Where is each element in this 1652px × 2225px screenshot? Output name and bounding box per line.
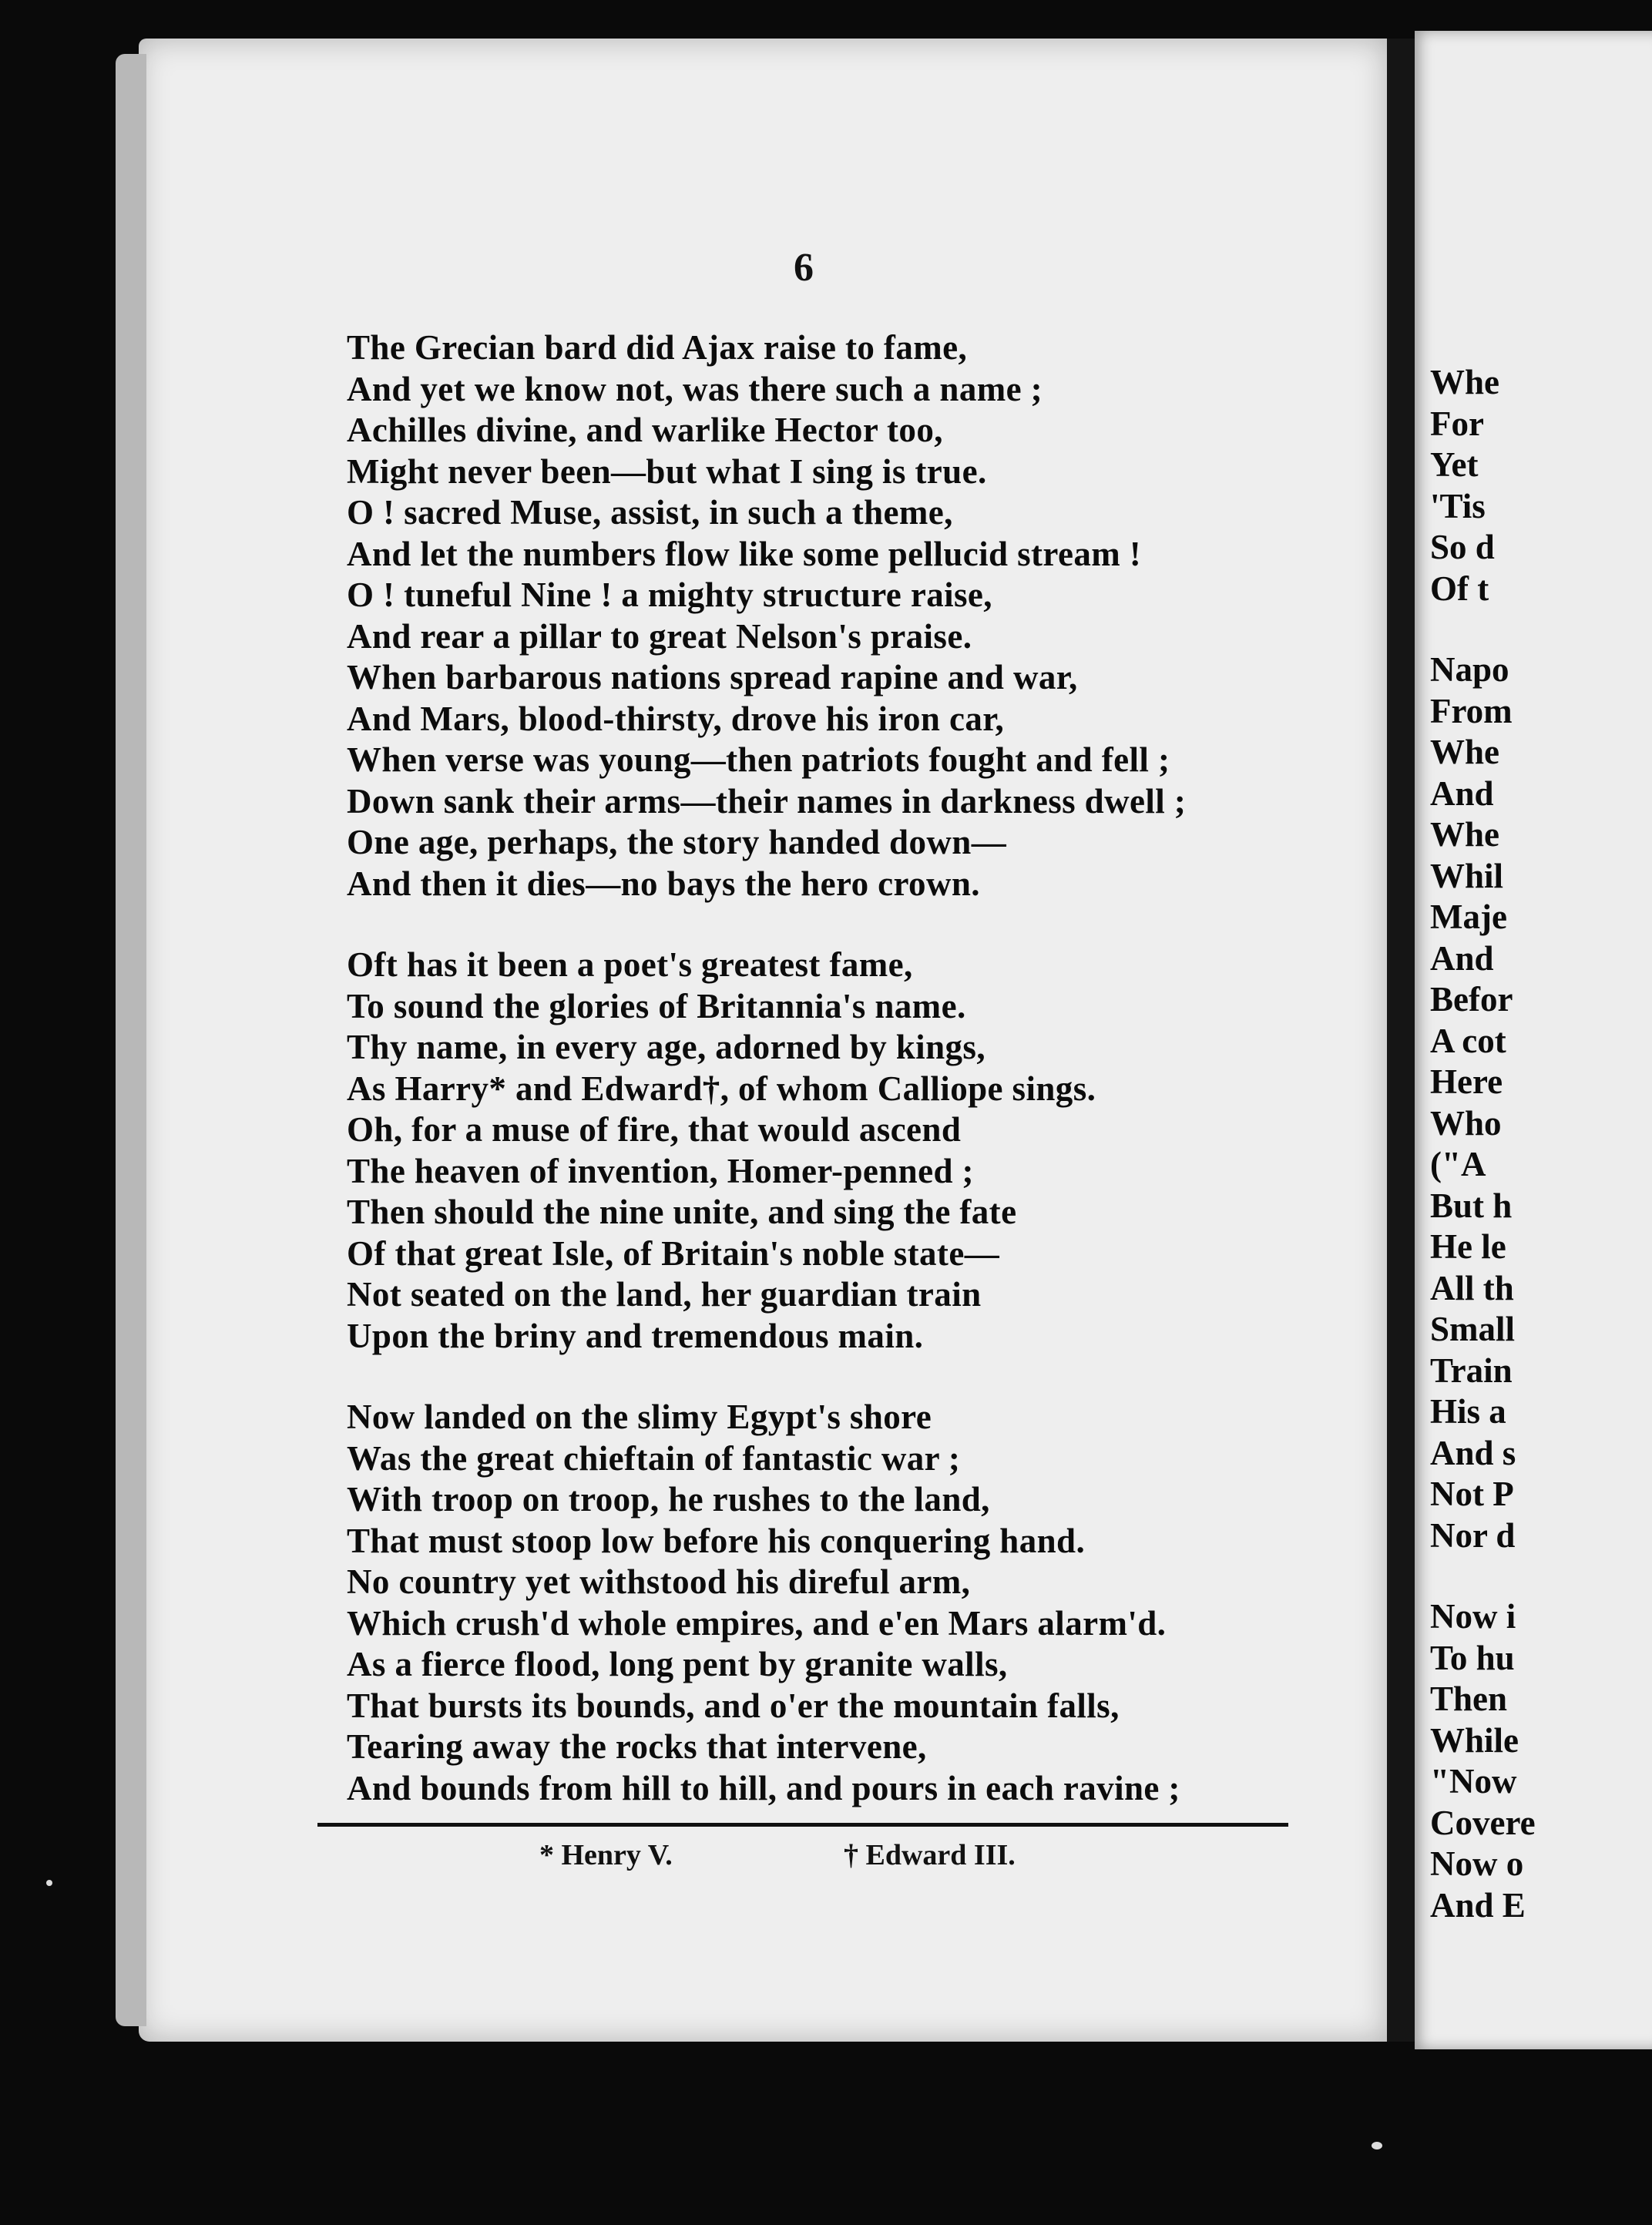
facing-page-line: He le (1430, 1227, 1506, 1266)
facing-page-line: Small (1430, 1310, 1516, 1348)
poem-line: That must stoop low before his conquering hand. (347, 1521, 1086, 1560)
facing-page-line: Yet (1430, 445, 1479, 484)
poem-line: O ! sacred Muse, assist, in such a theme, (347, 493, 953, 532)
poem-line: And yet we know not, was there such a name ; (347, 369, 1043, 408)
facing-page-line: Covere (1430, 1803, 1536, 1842)
poem-text (347, 327, 1348, 1849)
poem-line: Then should the nine unite, and sing the fate (347, 1193, 1017, 1231)
facing-page-line: So d (1430, 528, 1495, 566)
facing-page-line: Befor (1430, 980, 1513, 1019)
poem-line: Which crush'd whole empires, and e'en Mars alarm'd. (347, 1603, 1167, 1643)
facing-page-line: Whil (1430, 856, 1504, 895)
poem-line: And bounds from hill to hill, and pours in each ravine ; (347, 1768, 1180, 1807)
facing-page-text (1430, 362, 1536, 1926)
facing-page-line: To hu (1430, 1638, 1515, 1677)
facing-page-line: Now o (1430, 1844, 1524, 1883)
facing-page-line: Train (1430, 1351, 1513, 1390)
poem-line: Of that great Isle, of Britain's noble state— (347, 1233, 1000, 1273)
facing-page-line: While (1430, 1720, 1519, 1760)
facing-page-line: From (1430, 691, 1513, 730)
facing-page-line: Here (1430, 1062, 1503, 1101)
poem-line: Now landed on the slimy Egypt's shore (347, 1398, 932, 1436)
poem-line: Achilles divine, and warlike Hector too, (347, 411, 943, 449)
poem-line: And let the numbers flow like some pellucid stream ! (347, 534, 1142, 573)
dust-speck (1372, 2142, 1382, 2149)
facing-page-line: All th (1430, 1268, 1514, 1307)
facing-page-line: Nor d (1430, 1515, 1516, 1555)
poem-line: Thy name, in every age, adorned by kings, (347, 1028, 985, 1066)
facing-page-line: And (1430, 938, 1494, 978)
facing-page-line: Napo (1430, 650, 1509, 689)
poem-line: As Harry* and Edward†, of whom Calliope sings. (347, 1069, 1096, 1108)
facing-page-line: His a (1430, 1392, 1506, 1431)
poem-line: Tearing away the rocks that intervene, (347, 1727, 927, 1766)
poem-line: Oft has it been a poet's greatest fame, (347, 945, 913, 984)
poem-line: The Grecian bard did Ajax raise to fame, (347, 328, 968, 367)
facing-page-line: And E (1430, 1885, 1526, 1925)
facing-page-line: ("A (1430, 1145, 1486, 1183)
facing-page-line: Now i (1430, 1597, 1516, 1636)
poem-line: Was the great chieftain of fantastic war ; (347, 1438, 961, 1478)
stanza (347, 945, 1348, 1357)
poem-line: Might never been—but what I sing is true. (347, 451, 987, 491)
book-gutter (1387, 39, 1415, 2042)
poem-line: And then it dies—no bays the hero crown. (347, 864, 980, 903)
facing-page-line: Of t (1430, 569, 1489, 608)
stanza-gap (1430, 609, 1536, 649)
footnote-rule (317, 1823, 1288, 1827)
right-page (1415, 31, 1652, 2049)
poem-line: The heaven of invention, Homer-penned ; (347, 1151, 974, 1190)
poem-line: Not seated on the land, her guardian train (347, 1275, 982, 1314)
poem-line: That bursts its bounds, and o'er the mountain falls, (347, 1686, 1120, 1725)
poem-line: And rear a pillar to great Nelson's praise. (347, 616, 972, 656)
poem-line: One age, perhaps, the story handed down— (347, 823, 1007, 861)
facing-page-line: Then (1430, 1680, 1508, 1718)
facing-page-line: And s (1430, 1433, 1516, 1472)
facing-page-line: And (1430, 774, 1494, 813)
facing-page-line: Whe (1430, 733, 1499, 771)
footnote-henry: * Henry V. (539, 1839, 673, 1871)
facing-page-line: Who (1430, 1103, 1502, 1143)
facing-page-line: "Now (1430, 1762, 1517, 1800)
page-number: 6 (794, 246, 814, 290)
facing-page-line: A cot (1430, 1021, 1506, 1060)
poem-line: Down sank their arms—their names in darkness dwell ; (347, 781, 1187, 821)
poem-line: When verse was young—then patriots fought and fell ; (347, 740, 1170, 779)
stanza (347, 1397, 1348, 1809)
poem-line: Oh, for a muse of fire, that would ascend (347, 1110, 962, 1149)
facing-page-line: For (1430, 404, 1484, 443)
poem-line: As a fierce flood, long pent by granite walls, (347, 1645, 1008, 1683)
poem-line: To sound the glories of Britannia's name. (347, 986, 966, 1025)
facing-page-line: Maje (1430, 898, 1507, 936)
footnote-edward: † Edward III. (844, 1839, 1016, 1871)
dust-speck (46, 1880, 52, 1886)
poem-line: Upon the briny and tremendous main. (347, 1316, 924, 1355)
poem-line: O ! tuneful Nine ! a mighty structure raise, (347, 576, 992, 614)
stanza-gap (1430, 1556, 1536, 1596)
stanza (347, 327, 1348, 904)
facing-page-line: Whe (1430, 363, 1499, 401)
facing-page-line: Whe (1430, 815, 1499, 854)
facing-page-line: Not P (1430, 1475, 1514, 1513)
facing-page-line: But h (1430, 1186, 1513, 1225)
poem-line: And Mars, blood-thirsty, drove his iron car, (347, 699, 1005, 738)
facing-page-line: 'Tis (1430, 486, 1486, 525)
poem-line: No country yet withstood his direful arm, (347, 1562, 971, 1601)
poem-line: When barbarous nations spread rapine and war, (347, 658, 1078, 696)
poem-line: With troop on troop, he rushes to the land, (347, 1480, 990, 1519)
